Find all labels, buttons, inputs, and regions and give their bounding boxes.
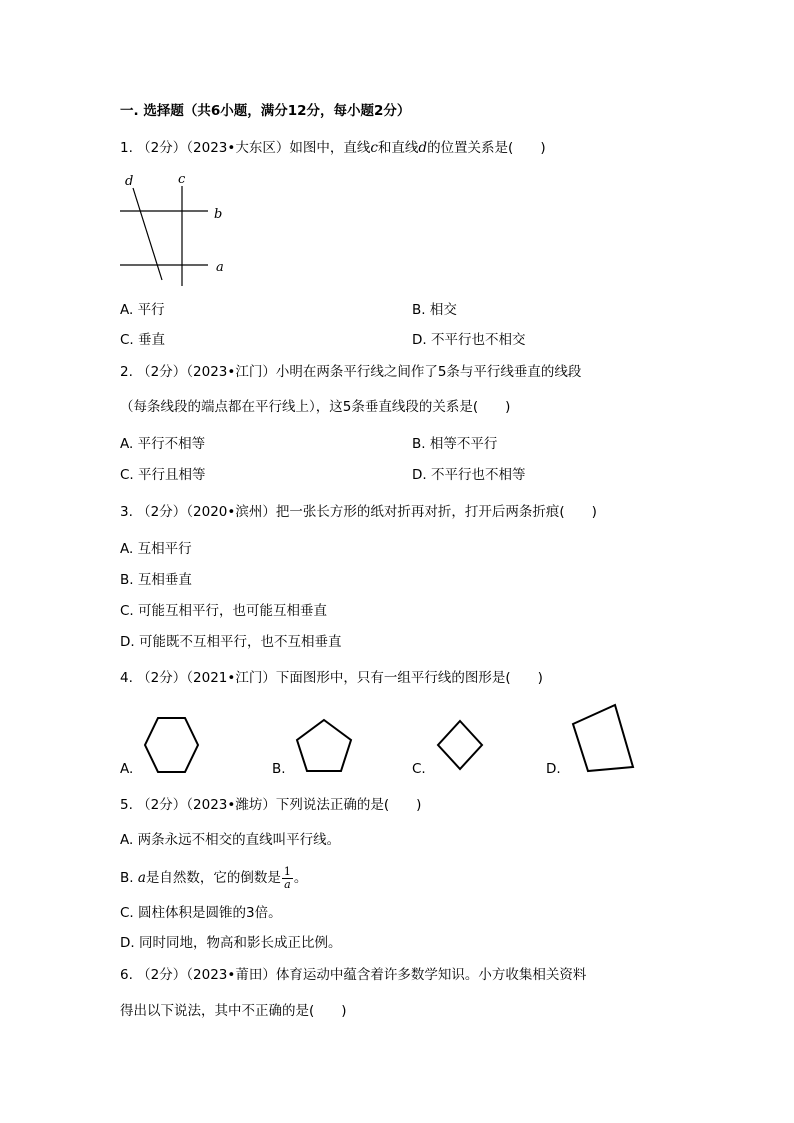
- section-title: 一. 选择题（共6小题，满分12分，每小题2分）: [120, 103, 411, 119]
- label-c: c: [178, 172, 186, 187]
- q3-option-b: B. 互相垂直: [120, 572, 192, 588]
- q4-stem: 4. （2分）（2021•江门）下面图形中，只有一组平行线的图形是( ): [120, 670, 543, 686]
- q5-option-a: A. 两条永远不相交的直线叫平行线。: [120, 832, 341, 848]
- trapezoid-shape: [570, 702, 642, 774]
- q2-option-a: A. 平行不相等: [120, 436, 206, 452]
- pentagon-shape: [293, 717, 357, 775]
- q2-option-d: D. 不平行也不相等: [412, 467, 526, 483]
- rhombus-shape: [435, 718, 485, 774]
- q1-figure: [115, 168, 235, 293]
- q3-option-c: C. 可能互相平行，也可能互相垂直: [120, 603, 328, 619]
- q5-option-b-prefix: B.: [120, 870, 138, 886]
- q6-stem-line2: 得出以下说法，其中不正确的是( ): [120, 1003, 347, 1019]
- q5-option-d: D. 同时同地，物高和影长成正比例。: [120, 935, 342, 951]
- q5-option-b: [120, 865, 307, 891]
- q2-option-b: B. 相等不平行: [412, 436, 498, 452]
- q5-option-c: C. 圆柱体积是圆锥的3倍。: [120, 905, 282, 921]
- fraction-denominator: a: [284, 877, 291, 891]
- q1-var-c: c: [370, 140, 378, 156]
- q4-label-c: C.: [412, 761, 426, 777]
- q6-stem-line1: 6. （2分）（2023•莆田）体育运动中蕴含着许多数学知识。小方收集相关资料: [120, 967, 587, 983]
- q4-label-a: A.: [120, 761, 134, 777]
- q4-label-b: B.: [272, 761, 286, 777]
- fraction-one-over-a: [282, 866, 293, 891]
- q3-option-d: D. 可能既不互相平行，也不互相垂直: [120, 634, 342, 650]
- label-b: b: [214, 207, 223, 222]
- q1-stem-mid: 和直线: [377, 140, 419, 156]
- q1-option-d: D. 不平行也不相交: [412, 332, 526, 348]
- q1-option-c: C. 垂直: [120, 332, 166, 348]
- q1-option-a: A. 平行: [120, 302, 165, 318]
- q1-stem: [120, 138, 546, 158]
- q1-var-d: d: [418, 140, 428, 156]
- q5-option-b-end: 。: [293, 870, 308, 886]
- q1-stem-tail: 的位置关系是( ): [427, 140, 546, 156]
- q3-option-a: A. 互相平行: [120, 541, 192, 557]
- hexagon-shape: [140, 712, 204, 776]
- q5-stem: 5. （2分）（2023•潍坊）下列说法正确的是( ): [120, 797, 422, 813]
- q2-stem-line2: （每条线段的端点都在平行线上），这5条垂直线段的关系是( ): [120, 399, 511, 415]
- q2-stem-line1: 2. （2分）（2023•江门）小明在两条平行线之间作了5条与平行线垂直的线段: [120, 364, 582, 380]
- q2-option-c: C. 平行且相等: [120, 467, 206, 483]
- label-d: d: [125, 174, 134, 189]
- label-a: a: [216, 260, 224, 275]
- q1-option-b: B. 相交: [412, 302, 457, 318]
- fraction-numerator: 1: [283, 864, 291, 878]
- q4-label-d: D.: [546, 761, 561, 777]
- line-d: [133, 188, 162, 280]
- q3-stem: 3. （2分）（2020•滨州）把一张长方形的纸对折再对折，打开后两条折痕( ): [120, 504, 597, 520]
- q5-var-a: a: [137, 870, 146, 886]
- q5-option-b-mid: 是自然数，它的倒数是: [145, 870, 281, 886]
- q1-stem-text: 1. （2分）（2023•大东区）如图中，直线: [120, 140, 371, 156]
